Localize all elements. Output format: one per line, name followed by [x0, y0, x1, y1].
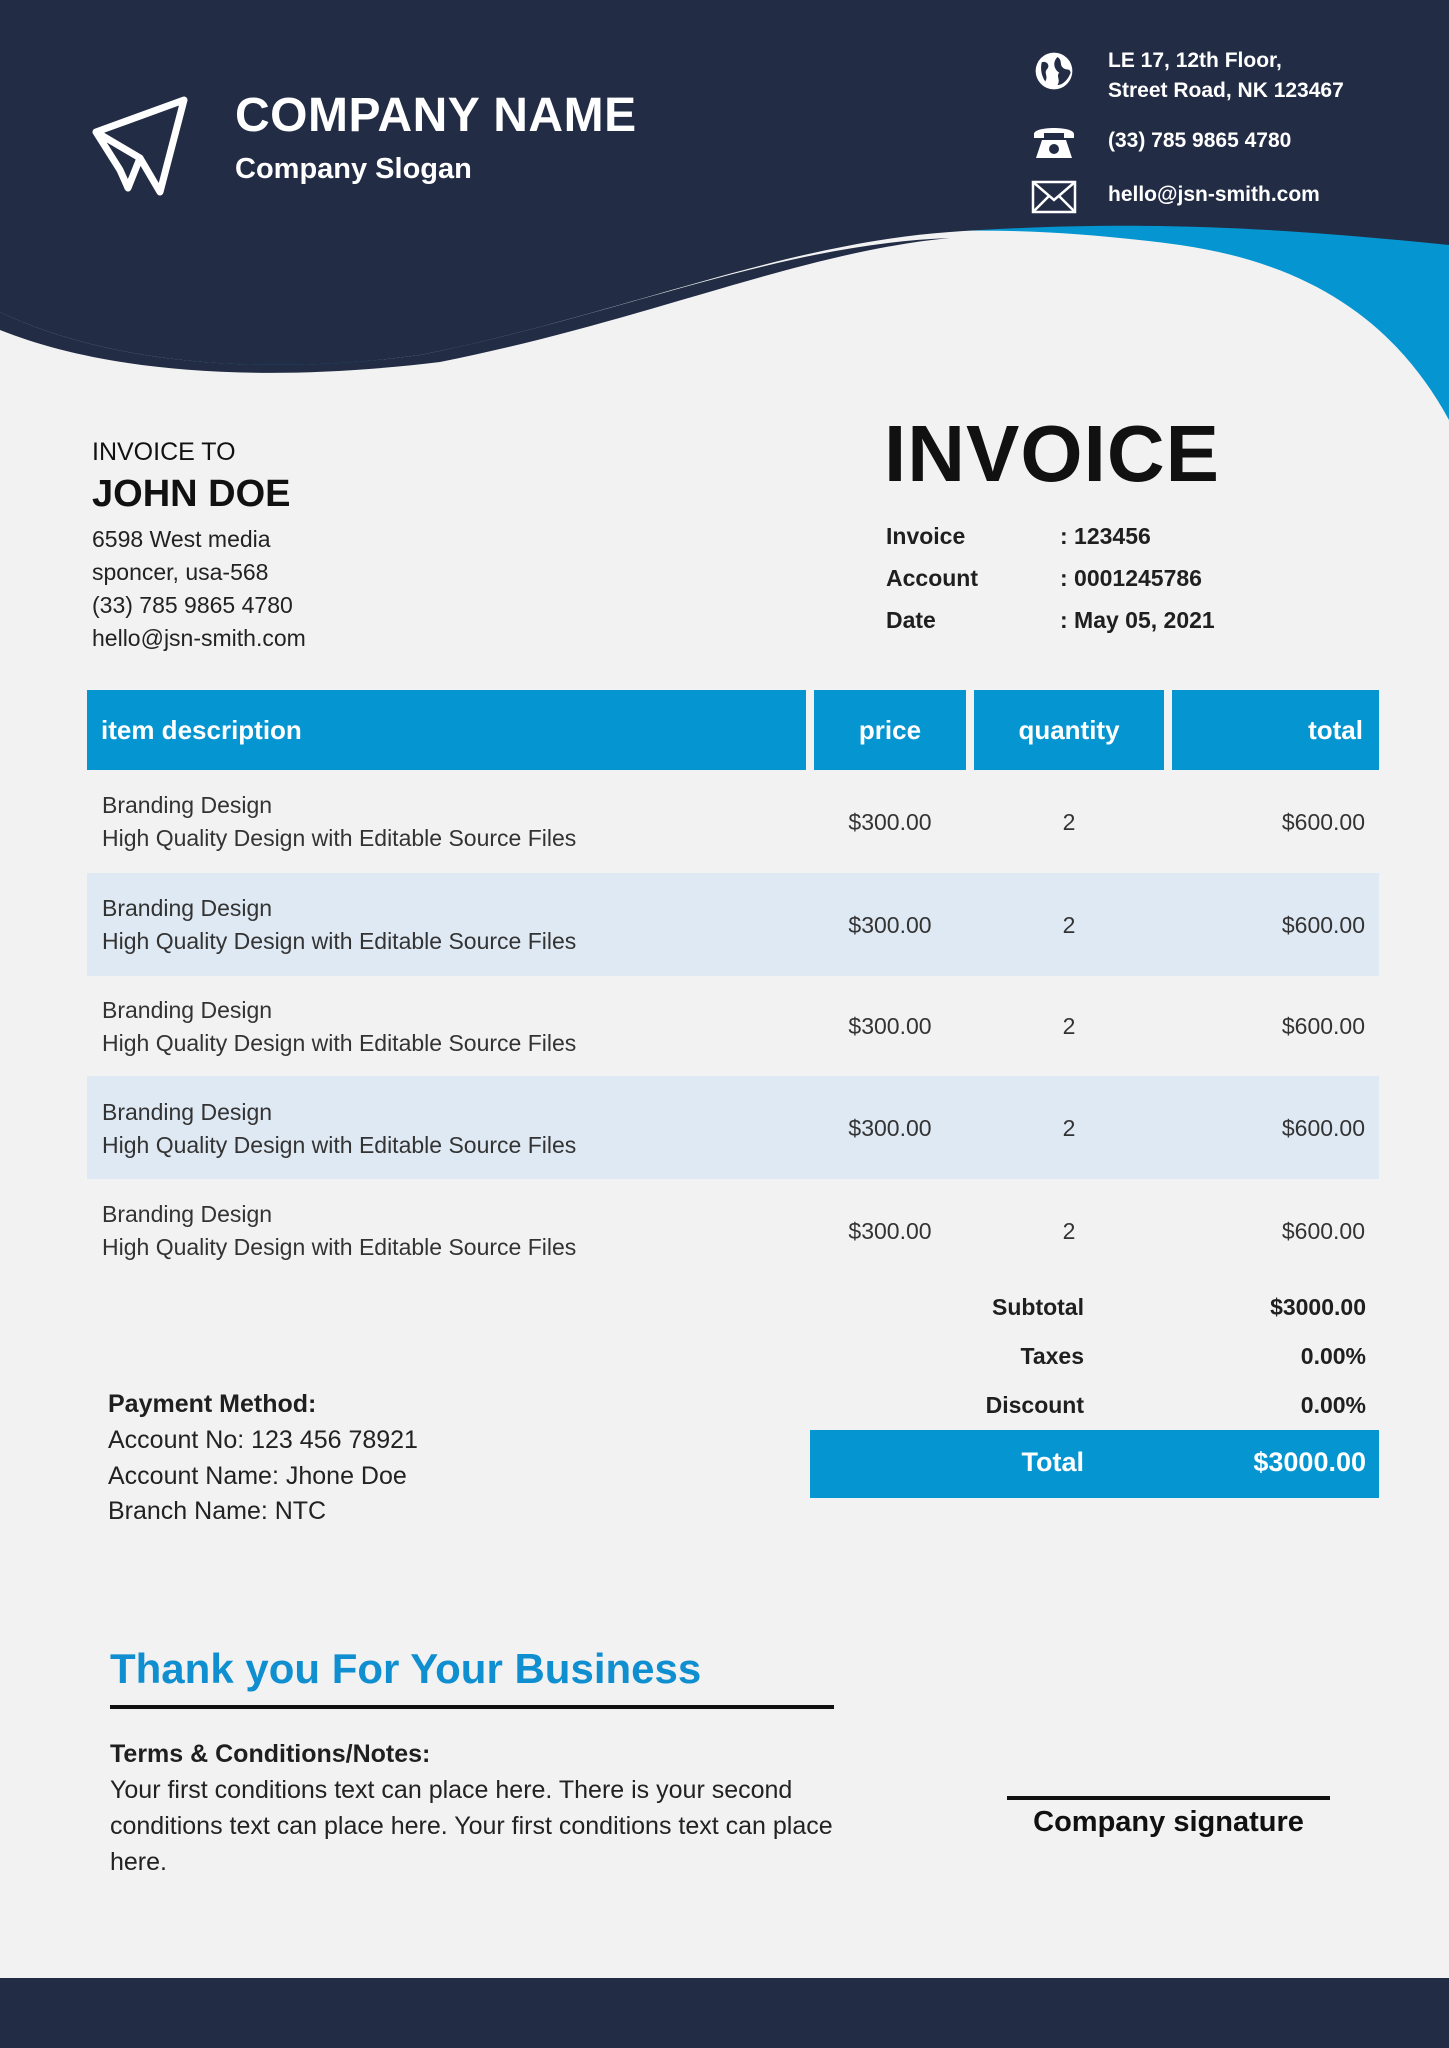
subtotal-label: Subtotal — [992, 1294, 1084, 1320]
company-address-line2: Street Road, NK 123467 — [1108, 79, 1344, 102]
company-slogan: Company Slogan — [235, 153, 472, 185]
item-subtitle: High Quality Design with Editable Source Files — [102, 1234, 577, 1260]
item-total: $600.00 — [1281, 912, 1365, 938]
item-subtitle: High Quality Design with Editable Source Files — [102, 825, 577, 851]
company-email: hello@jsn-smith.com — [1108, 183, 1320, 206]
header-item-description: item description — [87, 690, 806, 770]
item-quantity: 2 — [1062, 809, 1076, 835]
client-name: JOHN DOE — [92, 473, 291, 515]
item-price: $300.00 — [848, 1115, 932, 1141]
item-total: $600.00 — [1281, 1115, 1365, 1141]
phone-icon — [1030, 120, 1078, 162]
item-quantity: 2 — [1062, 1218, 1076, 1244]
total-value: $3000.00 — [1253, 1447, 1366, 1477]
globe-icon — [1030, 50, 1078, 92]
subtotal-value: $3000.00 — [1270, 1294, 1366, 1320]
item-price: $300.00 — [848, 809, 932, 835]
terms-body: Your first conditions text can place here. There is your second conditions text can place here. Your first conditions text can place here. — [110, 1776, 833, 1876]
date-value: : May 05, 2021 — [1060, 607, 1215, 633]
item-price: $300.00 — [848, 1218, 932, 1244]
signature-label: Company signature — [1033, 1806, 1304, 1838]
item-quantity: 2 — [1062, 1013, 1076, 1039]
item-title: Branding Design — [102, 997, 273, 1023]
invoice-number-label: Invoice — [886, 523, 966, 549]
paper-plane-icon — [88, 92, 192, 202]
total-label: Total — [1021, 1447, 1084, 1477]
payment-method-title: Payment Method: — [108, 1390, 317, 1418]
terms-title: Terms & Conditions/Notes: — [110, 1740, 431, 1768]
company-phone: (33) 785 9865 4780 — [1108, 129, 1292, 152]
invoice-to-label: INVOICE TO — [92, 438, 236, 466]
item-price: $300.00 — [848, 912, 932, 938]
item-subtitle: High Quality Design with Editable Source Files — [102, 928, 577, 954]
company-address — [1108, 46, 1344, 106]
header-total: total — [1172, 690, 1379, 770]
account-label: Account — [886, 565, 978, 591]
invoice-title: INVOICE — [884, 409, 1220, 498]
discount-value: 0.00% — [1300, 1392, 1366, 1418]
date-label: Date — [886, 607, 936, 633]
account-value: : 0001245786 — [1060, 565, 1202, 591]
company-address-line1: LE 17, 12th Floor, — [1108, 49, 1282, 72]
client-email: hello@jsn-smith.com — [92, 625, 306, 651]
taxes-label: Taxes — [1020, 1343, 1084, 1369]
item-title: Branding Design — [102, 792, 273, 818]
item-price: $300.00 — [848, 1013, 932, 1039]
payment-account-name: Account Name: Jhone Doe — [108, 1462, 407, 1490]
company-name: COMPANY NAME — [235, 89, 637, 142]
item-title: Branding Design — [102, 1099, 273, 1125]
item-title: Branding Design — [102, 1201, 273, 1227]
envelope-icon — [1030, 176, 1078, 218]
payment-account-no: Account No: 123 456 78921 — [108, 1426, 418, 1454]
discount-label: Discount — [985, 1392, 1084, 1418]
item-subtitle: High Quality Design with Editable Source Files — [102, 1132, 577, 1158]
client-address-line1: 6598 West media — [92, 526, 271, 552]
thank-you-heading: Thank you For Your Business — [110, 1645, 702, 1692]
item-total: $600.00 — [1281, 1013, 1365, 1039]
invoice-number-value: : 123456 — [1060, 523, 1151, 549]
signature-line — [1007, 1796, 1330, 1800]
client-phone: (33) 785 9865 4780 — [92, 592, 293, 618]
item-total: $600.00 — [1281, 809, 1365, 835]
item-title: Branding Design — [102, 895, 273, 921]
client-address-line2: sponcer, usa-568 — [92, 559, 269, 585]
thank-you-divider — [110, 1705, 834, 1709]
footer-bar — [0, 1978, 1449, 2048]
item-quantity: 2 — [1062, 912, 1076, 938]
item-quantity: 2 — [1062, 1115, 1076, 1141]
payment-branch-name: Branch Name: NTC — [108, 1497, 327, 1525]
header-quantity: quantity — [974, 690, 1164, 770]
header-price: price — [814, 690, 966, 770]
taxes-value: 0.00% — [1300, 1343, 1366, 1369]
item-total: $600.00 — [1281, 1218, 1365, 1244]
item-subtitle: High Quality Design with Editable Source Files — [102, 1030, 577, 1056]
